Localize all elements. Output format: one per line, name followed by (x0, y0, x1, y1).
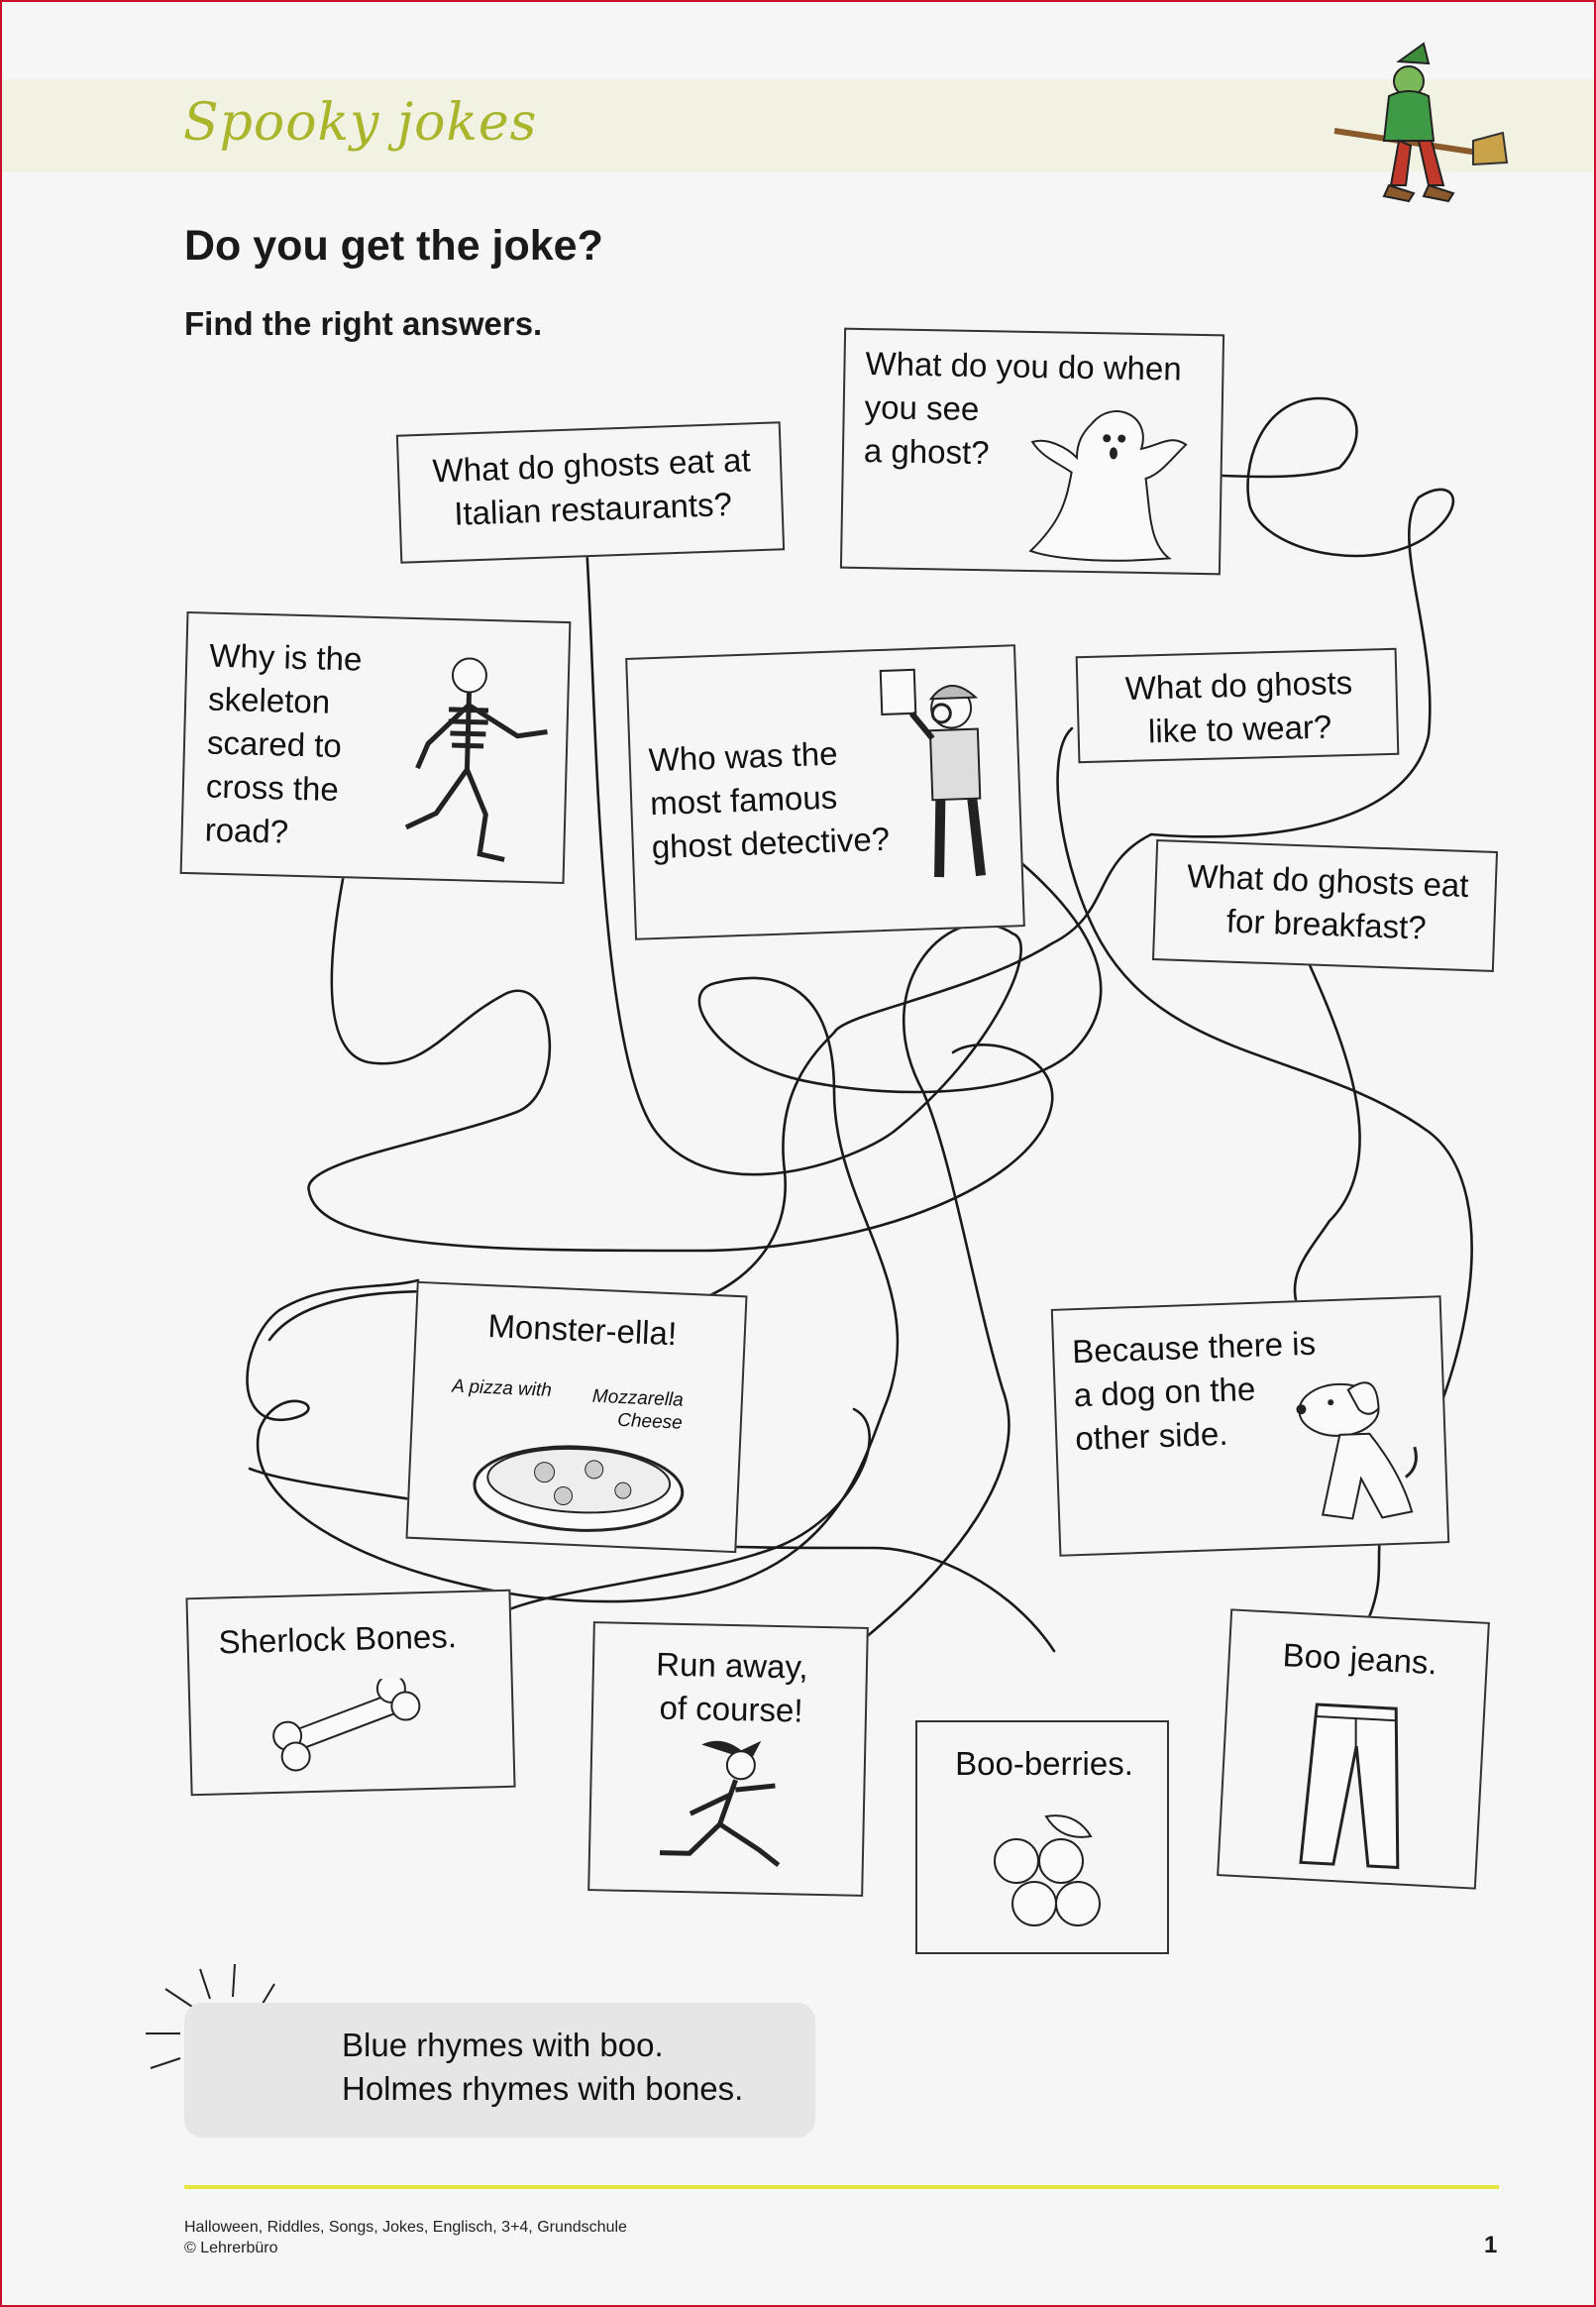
pizza-icon (463, 1424, 695, 1543)
skeleton-icon (385, 648, 570, 871)
jeans-icon (1288, 1694, 1416, 1878)
answer-text: Run away, of course! (655, 1645, 809, 1729)
question-text: Why is the skeleton scared to cross the road? (204, 636, 363, 850)
running-kid-icon (639, 1733, 820, 1886)
maze-lines (2, 2, 1594, 2305)
footer-rule (184, 2185, 1499, 2189)
page-number: 1 (1484, 2232, 1498, 2258)
detective-icon (870, 656, 1016, 899)
tip-line-1: Blue rhymes with boo. (342, 2027, 664, 2063)
answer-text: Because there is a dog on the other side. (1071, 1324, 1317, 1457)
question-text: What do ghosts like to wear? (1124, 663, 1353, 750)
answer-card-monster-ella (405, 1281, 747, 1553)
question-card-italian-restaurants (396, 421, 785, 563)
bone-icon (265, 1678, 436, 1781)
answer-text: Sherlock Bones. (218, 1617, 458, 1661)
footer-line-1: Halloween, Riddles, Songs, Jokes, Englisch, 3+4, Grundschule (184, 2219, 627, 2236)
tip-box (184, 2003, 815, 2138)
page-heading: Do you get the joke? (184, 222, 603, 270)
maze-path-5 (1295, 965, 1360, 1300)
answer-card-run-away (587, 1621, 869, 1897)
dog-icon (1278, 1368, 1432, 1531)
pizza-caption-right: Mozzarella Cheese (591, 1385, 685, 1434)
ghost-icon (1020, 402, 1202, 564)
question-card-ghosts-breakfast (1152, 839, 1498, 972)
answer-card-boo-berries (915, 1720, 1169, 1954)
answer-text: Boo-berries. (955, 1745, 1133, 1782)
header-title: Spooky jokes (183, 93, 538, 153)
instructions: Find the right answers. (184, 305, 543, 342)
berries-icon (977, 1807, 1116, 1945)
question-text: Who was the most famous ghost detective? (648, 734, 891, 865)
question-text: What do ghosts eat for breakfast? (1186, 857, 1470, 946)
question-text: What do ghosts eat at Italian restaurants? (431, 441, 752, 532)
question-text: What do you do when you see a ghost? (863, 345, 1183, 471)
pizza-caption-left: A pizza with (451, 1375, 553, 1401)
question-card-ghosts-wear (1076, 648, 1400, 763)
question-card-see-a-ghost (840, 328, 1224, 576)
question-card-ghost-detective (625, 644, 1025, 940)
question-card-skeleton (180, 611, 572, 884)
footer-copyright: © Lehrerbüro (184, 2240, 278, 2256)
answer-text: Boo jeans. (1281, 1636, 1438, 1682)
tip-line-2: Holmes rhymes with bones. (342, 2070, 744, 2107)
answer-text: Monster-ella! (486, 1307, 678, 1353)
answer-card-boo-jeans (1217, 1608, 1490, 1889)
answer-card-dog-other-side (1051, 1295, 1449, 1557)
answer-card-sherlock-bones (185, 1590, 515, 1797)
